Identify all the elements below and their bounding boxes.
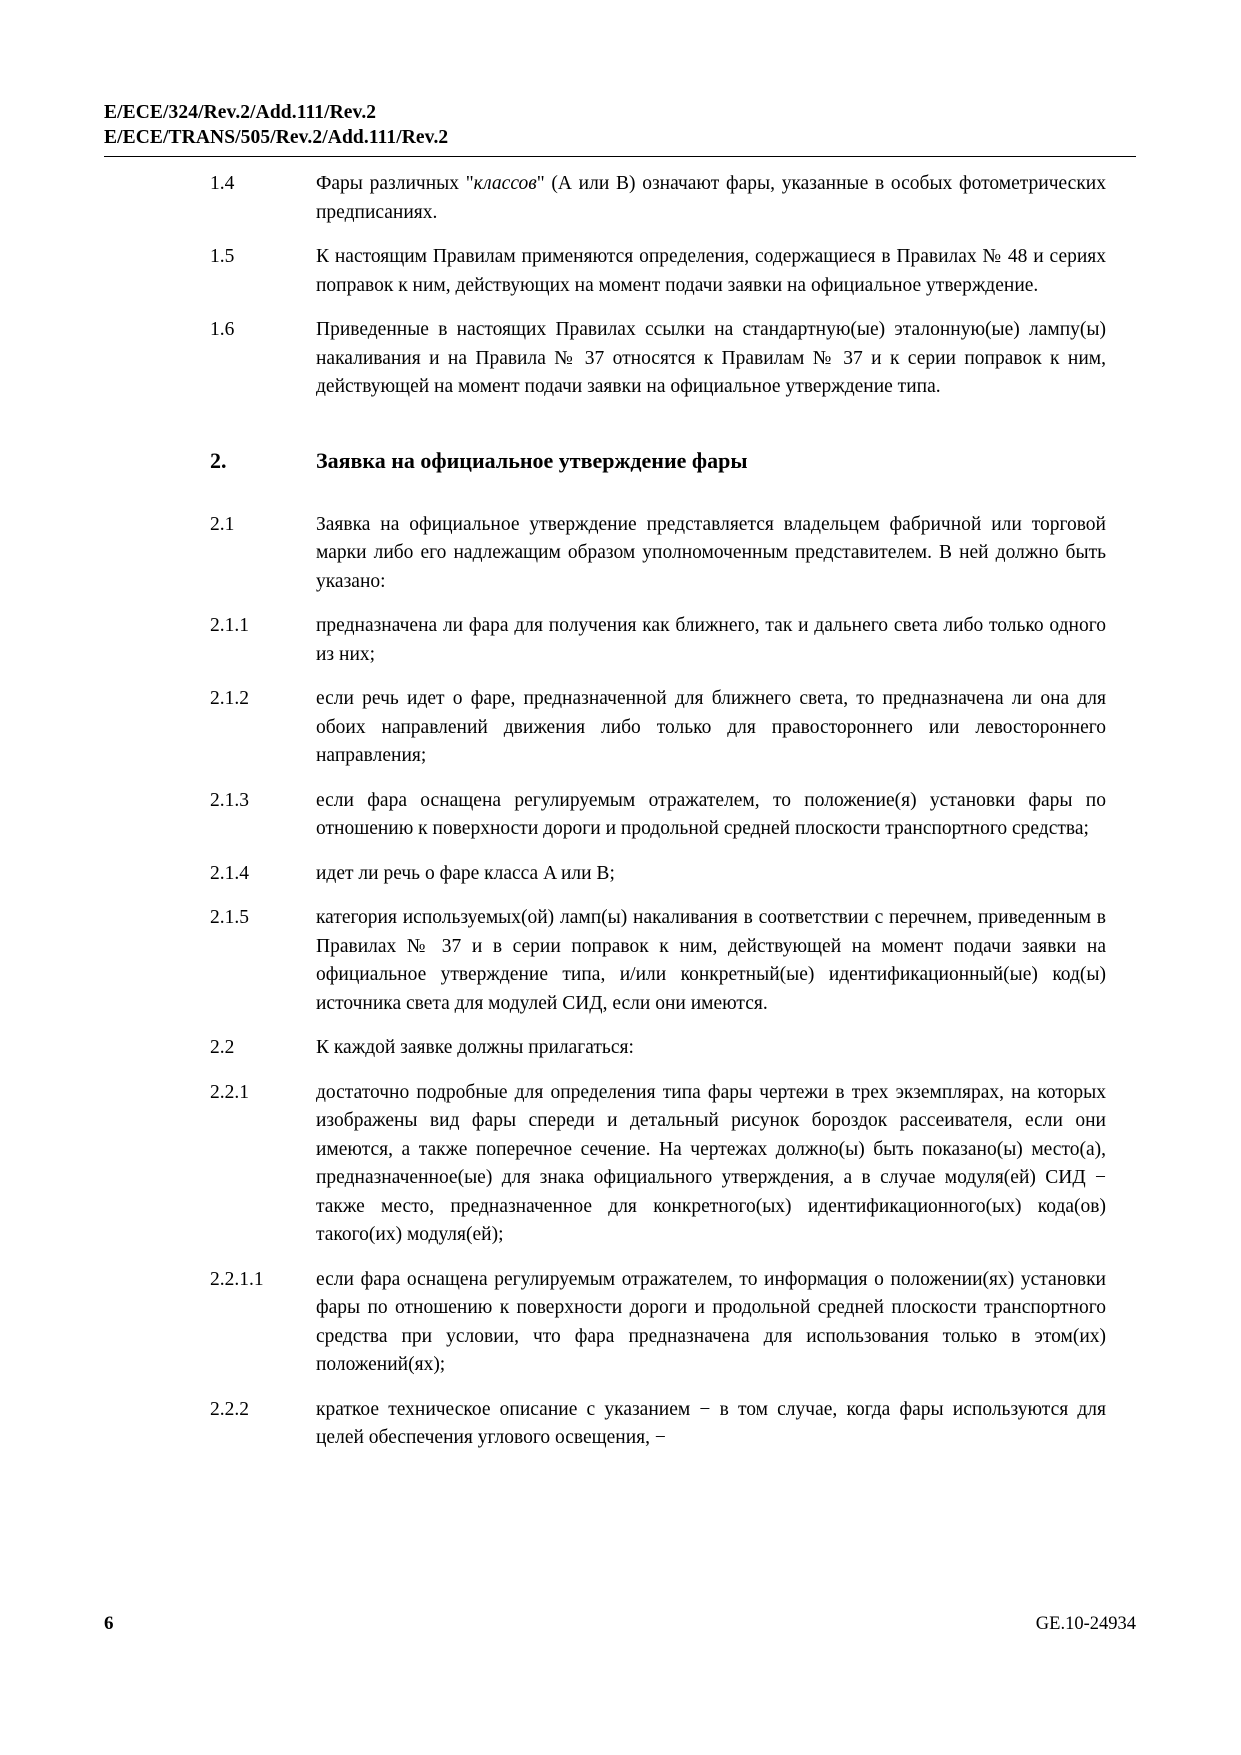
paragraph-2-1-1 xyxy=(104,612,1136,669)
section-number: 2. xyxy=(210,447,227,473)
paragraph-number: 1.4 xyxy=(210,173,235,194)
paragraph-2-1-4 xyxy=(104,860,1136,889)
paragraph-text: если речь идет о фаре, предназначенной для ближнего света, то предназначена ли она для обоих направлений движения либо только для правостороннего или левостороннего направления; xyxy=(316,688,1106,766)
paragraph-1-6 xyxy=(104,316,1136,402)
paragraph-1-5 xyxy=(104,243,1136,300)
footer-document-code: GE.10-24934 xyxy=(1035,1614,1136,1634)
paragraph-number: 2.1 xyxy=(210,513,235,535)
header-divider xyxy=(104,156,1136,157)
paragraph-text: достаточно подробные для определения типа фары чертежи в трех экземплярах, на которых изображены вид фары спереди и детальный рисунок бороздок рассеивателя, если они имеются, а также поперечное сечение. На чертежах должно(ы) быть показано(ы) место(а), предназначенное(ые) для знака официального утверждения, а в случае модуля(ей) СИД − также место, предназначенное для конкретного(ых) идентификационного(ых) кода(ов) такого(их) модуля(ей); xyxy=(316,1081,1106,1245)
paragraph-text: Заявка на официальное утверждение представляется владельцем фабричной или торговой марки либо его надлежащим образом уполномоченным представителем. В ней должно быть указано: xyxy=(316,513,1106,592)
paragraph-text: К настоящим Правилам применяются определения, содержащиеся в Правилах № 48 и сериях поправок к ним, действующих на момент подачи заявки на официальное утверждение. xyxy=(316,246,1106,296)
paragraph-number: 2.1.3 xyxy=(210,789,249,811)
paragraph-number: 2.2.1.1 xyxy=(210,1268,264,1290)
paragraph-text: краткое техническое описание с указанием − в том случае, когда фары используются для целей обеспечения углового освещения, − xyxy=(316,1398,1106,1448)
paragraph-text: Приведенные в настоящих Правилах ссылки на стандартную(ые) эталонную(ые) лампу(ы) накаливания и на Правила № 37 относятся к Правилам № 37 и к серии поправок к ним, действующей на момент подачи заявки на официальное утверждение типа. xyxy=(316,319,1106,397)
paragraph-text xyxy=(316,170,1136,227)
paragraph-number: 2.2.2 xyxy=(210,1398,249,1420)
paragraph-text: предназначена ли фара для получения как ближнего, так и дальнего света либо только одного из них; xyxy=(316,615,1106,665)
paragraph-2-1-5 xyxy=(104,904,1136,1018)
paragraph-text-pre: Фары различных " xyxy=(316,173,474,194)
paragraph-number: 2.1.5 xyxy=(210,907,249,928)
paragraph-2-2-1-1 xyxy=(104,1266,1136,1380)
paragraph-text: идет ли речь о фаре класса A или B; xyxy=(316,862,615,884)
paragraph-number: 2.1.4 xyxy=(210,862,249,884)
paragraph-2-2 xyxy=(104,1034,1136,1063)
paragraph-text-emphasis: классов xyxy=(473,173,537,194)
footer-page-number: 6 xyxy=(104,1613,114,1634)
paragraph-1-4 xyxy=(104,170,1136,227)
paragraph-number: 2.2 xyxy=(210,1037,235,1058)
document-body xyxy=(104,170,1136,1469)
section-heading-2 xyxy=(104,446,1136,475)
paragraph-number: 1.6 xyxy=(210,319,235,340)
paragraph-2-1-3 xyxy=(104,787,1136,844)
paragraph-number: 1.5 xyxy=(210,246,235,267)
paragraph-number: 2.1.1 xyxy=(210,615,249,636)
paragraph-text-post: " (А или B) означают фары, указанные в особых фотометрических предписаниях. xyxy=(316,173,1106,223)
paragraph-text: если фара оснащена регулируемым отражателем, то информация о положении(ях) установки фары по отношению к поверхности дороги и продольной средней плоскости транспортного средства при условии, что фара предназначена для использования только в этом(их) положений(ях); xyxy=(316,1268,1106,1375)
document-header xyxy=(104,100,1136,150)
paragraph-2-2-1 xyxy=(104,1079,1136,1250)
paragraph-2-1-2 xyxy=(104,685,1136,771)
paragraph-text: К каждой заявке должны прилагаться: xyxy=(316,1037,634,1058)
paragraph-2-1 xyxy=(104,511,1136,597)
header-symbol-line-1: E/ECE/324/Rev.2/Add.111/Rev.2 xyxy=(104,102,377,123)
paragraph-2-2-2 xyxy=(104,1396,1136,1453)
paragraph-number: 2.1.2 xyxy=(210,688,249,709)
paragraph-text: если фара оснащена регулируемым отражателем, то положение(я) установки фары по отношению к поверхности дороги и продольной средней плоскости транспортного средства; xyxy=(316,789,1106,839)
header-symbol-line-2: E/ECE/TRANS/505/Rev.2/Add.111/Rev.2 xyxy=(104,127,449,148)
section-title: Заявка на официальное утверждение фары xyxy=(316,447,748,473)
paragraph-number: 2.2.1 xyxy=(210,1081,249,1103)
paragraph-text: категория используемых(ой) ламп(ы) накаливания в соответствии с перечнем, приведенным в Правилах № 37 и в серии поправок к ним, действующей на момент подачи заявки на официальное утверждение типа, и/или конкретный(ые) идентификационный(ые) код(ы) источника света для модулей СИД, если они имеются. xyxy=(316,907,1106,1014)
